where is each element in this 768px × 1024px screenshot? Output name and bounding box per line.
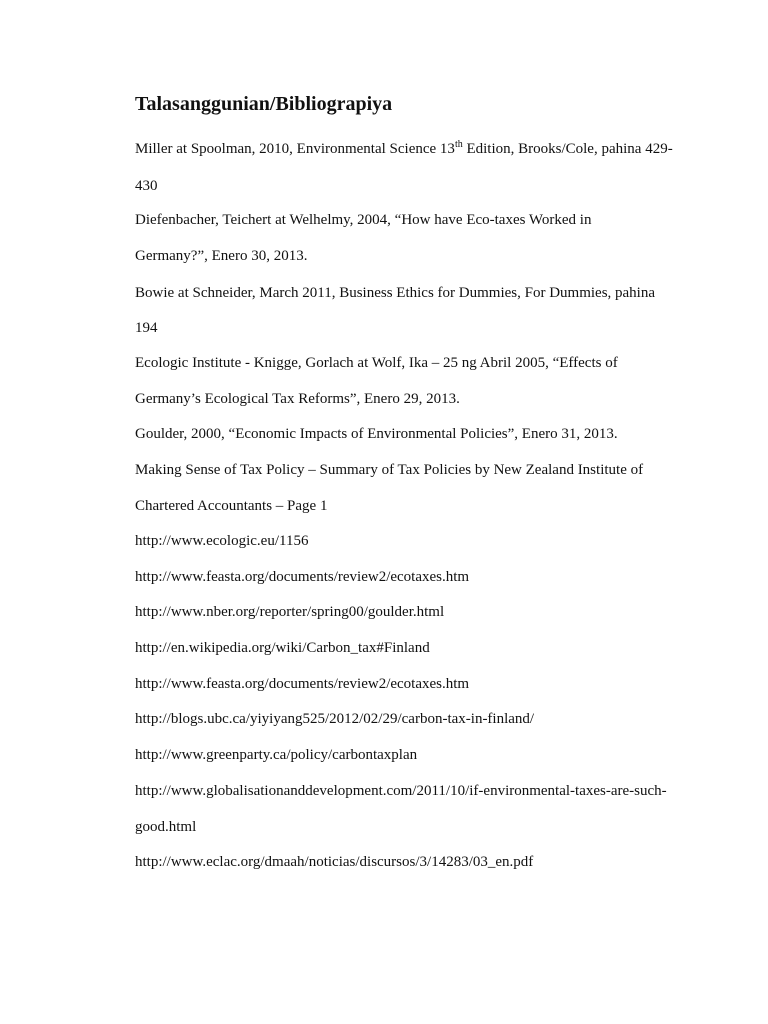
url-entry: http://blogs.ubc.ca/yiyiyang525/2012/02/29/carbon-tax-in-finland/ bbox=[135, 711, 535, 727]
url-entry-line-2: good.html bbox=[135, 819, 197, 835]
entry-4-line-1: Ecologic Institute - Knigge, Gorlach at Wolf, Ika – 25 ng Abril 2005, “Effects of bbox=[135, 355, 618, 371]
entry-1-superscript: th bbox=[454, 139, 463, 150]
entry-5-line-1: Goulder, 2000, “Economic Impacts of Environmental Policies”, Enero 31, 2013. bbox=[135, 426, 618, 442]
entry-1-text-a: Miller at Spoolman, 2010, Environmental Science 13 bbox=[135, 141, 455, 157]
url-entry: http://www.feasta.org/documents/review2/ecotaxes.htm bbox=[135, 569, 470, 585]
url-entry: http://www.greenparty.ca/policy/carbontaxplan bbox=[135, 747, 418, 763]
url-entry: http://www.ecologic.eu/1156 bbox=[135, 533, 309, 549]
entry-2-line-1: Diefenbacher, Teichert at Welhelmy, 2004, “How have Eco-taxes Worked in bbox=[135, 212, 592, 228]
url-entry: http://www.nber.org/reporter/spring00/goulder.html bbox=[135, 604, 445, 620]
entry-3-line-2: 194 bbox=[135, 320, 158, 336]
entry-6-line-1: Making Sense of Tax Policy – Summary of Tax Policies by New Zealand Institute of bbox=[135, 462, 644, 478]
entry-3-line-1: Bowie at Schneider, March 2011, Business Ethics for Dummies, For Dummies, pahina bbox=[135, 285, 656, 301]
entry-1-line-1 bbox=[135, 139, 673, 159]
url-entry: http://en.wikipedia.org/wiki/Carbon_tax#Finland bbox=[135, 640, 430, 656]
url-entry-line-1: http://www.globalisationanddevelopment.com/2011/10/if-environmental-taxes-are-such- bbox=[135, 783, 667, 799]
entry-1-text-b: Edition, Brooks/Cole, pahina 429- bbox=[462, 141, 673, 157]
url-entry: http://www.feasta.org/documents/review2/ecotaxes.htm bbox=[135, 676, 470, 692]
entry-4-line-2: Germany’s Ecological Tax Reforms”, Enero 29, 2013. bbox=[135, 391, 460, 407]
bibliography-heading: Talasanggunian/Bibliograpiya bbox=[135, 93, 393, 115]
entry-6-line-2: Chartered Accountants – Page 1 bbox=[135, 498, 328, 514]
entry-2-line-2: Germany?”, Enero 30, 2013. bbox=[135, 248, 308, 264]
entry-1-line-2: 430 bbox=[135, 178, 158, 194]
url-entry: http://www.eclac.org/dmaah/noticias/discursos/3/14283/03_en.pdf bbox=[135, 854, 534, 870]
